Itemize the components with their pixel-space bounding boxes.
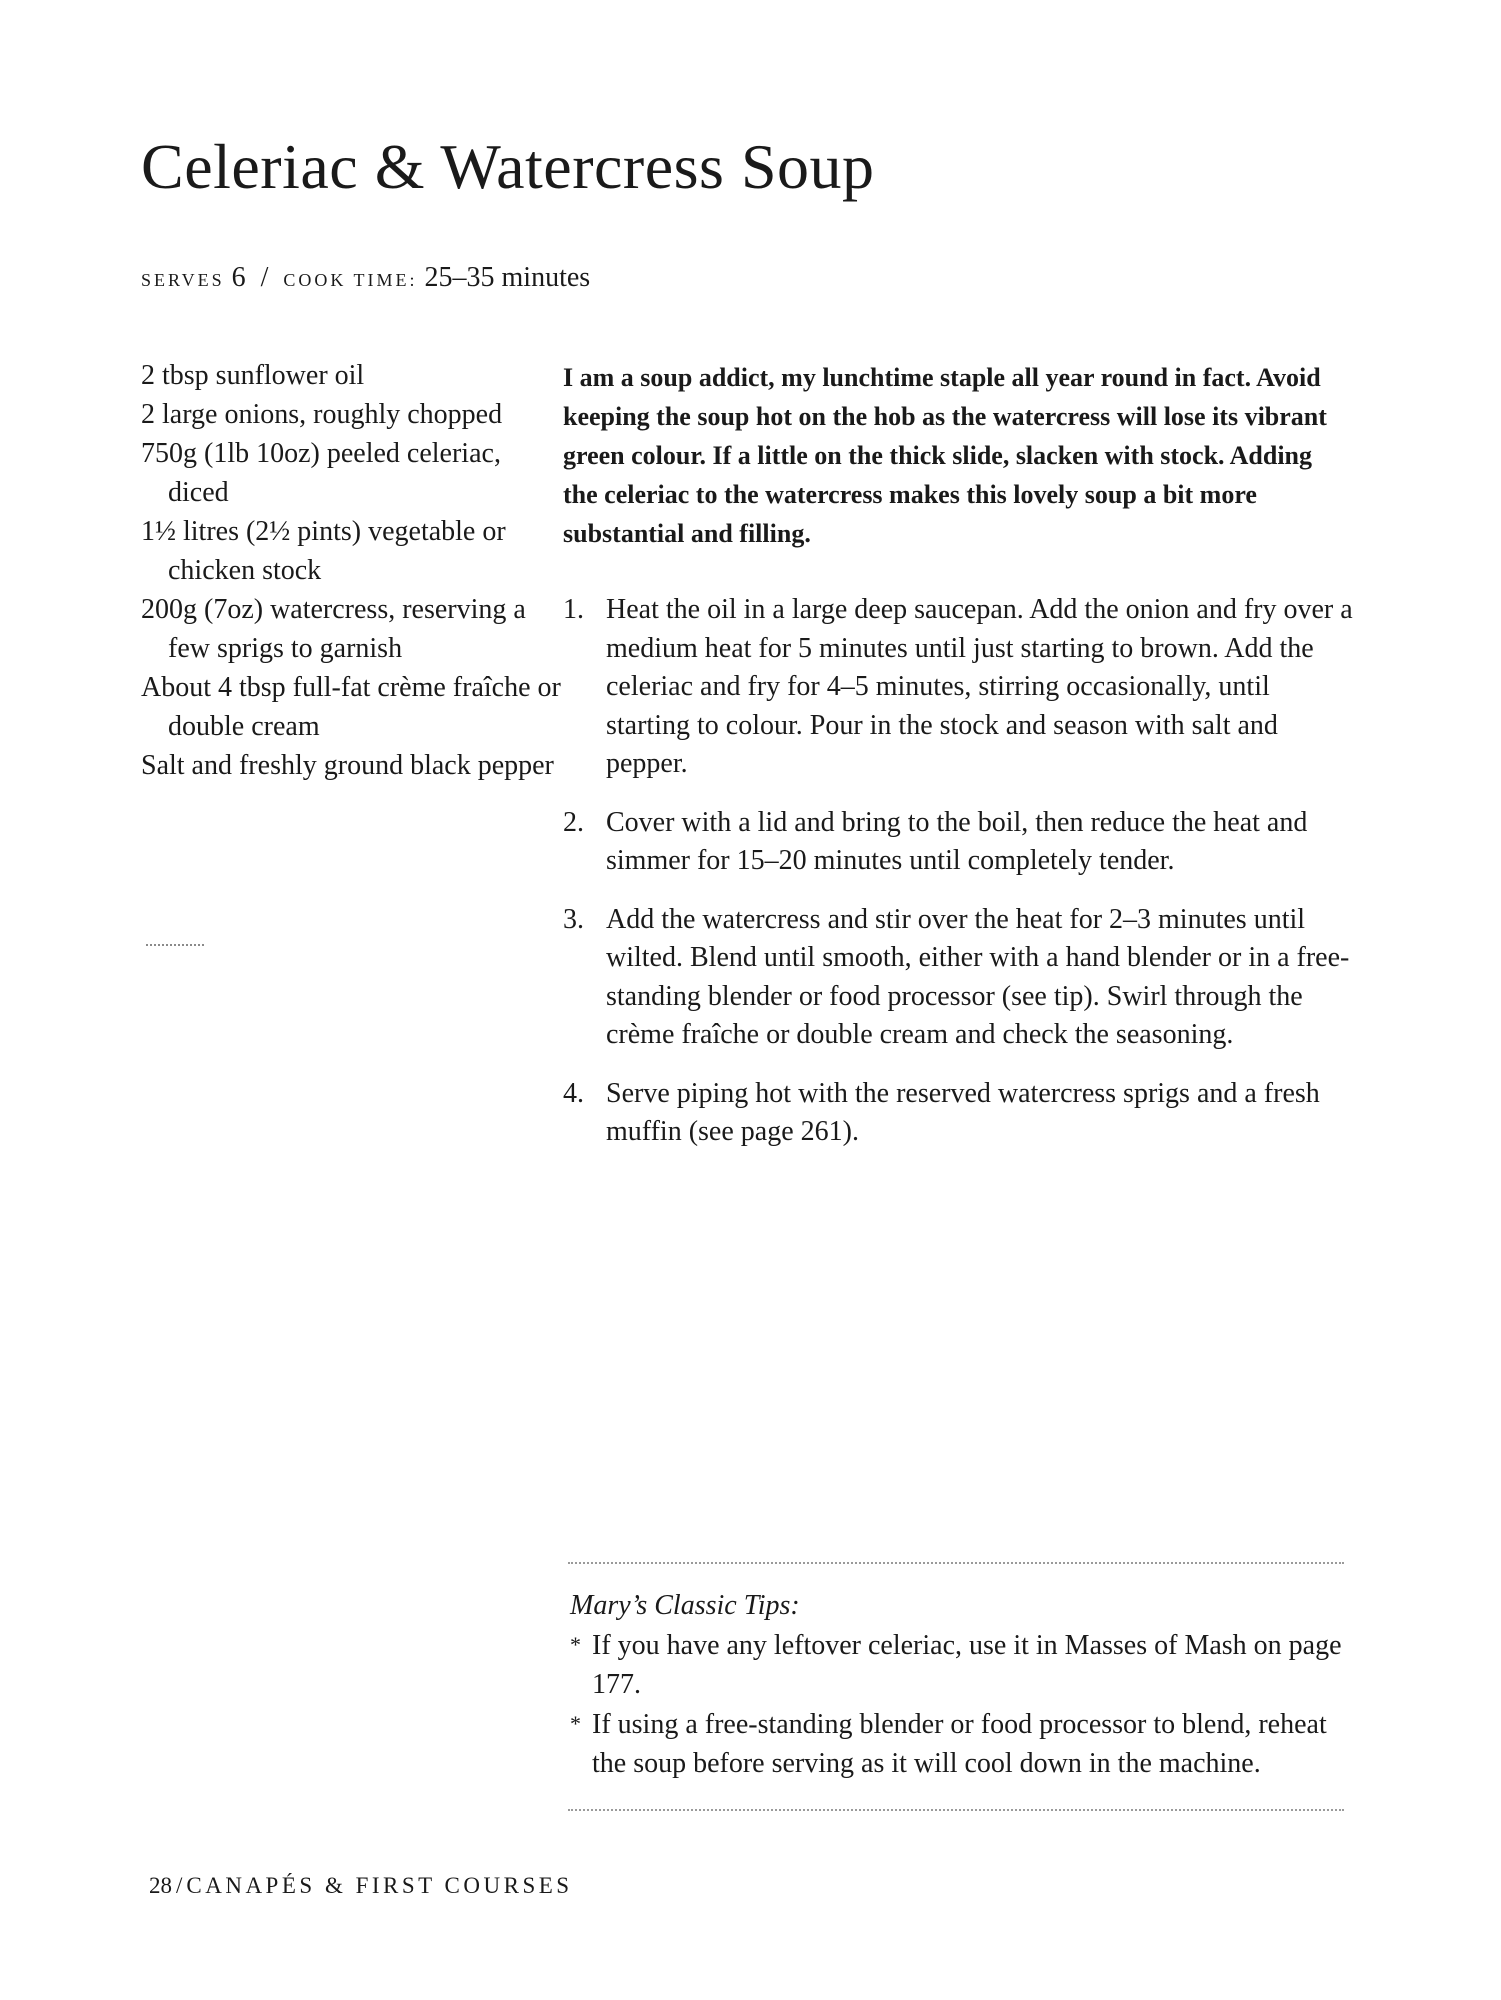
ingredients-divider <box>146 944 204 946</box>
step-text: Heat the oil in a large deep saucepan. Add the onion and fry over a medium heat for 5 minutes until just starting to brown. Add the celeriac and fry for 4–5 minutes, stirring occasionally, until starting to colour. Pour in the stock and season with salt and pepper. <box>606 594 1353 779</box>
step-number: 3. <box>563 903 584 935</box>
step-text: Add the watercress and stir over the heat for 2–3 minutes until wilted. Blend until smooth, either with a hand blender or in a free-standing blender or food processor (see tip). Swirl through the crème fraîche or double cream and check the seasoning. <box>606 903 1350 1050</box>
ingredient-item: 750g (1lb 10oz) peeled celeriac, diced <box>141 438 501 508</box>
tips-list <box>570 1625 1360 1783</box>
ingredients-list <box>141 356 561 785</box>
step-text: Serve piping hot with the reserved watercress sprigs and a fresh muffin (see page 261). <box>606 1077 1320 1147</box>
ingredient-item: 1½ litres (2½ pints) vegetable or chicken stock <box>141 516 506 586</box>
step-number: 4. <box>563 1077 584 1109</box>
tip-text: If you have any leftover celeriac, use it in Masses of Mash on page 177. <box>592 1630 1342 1700</box>
cook-time-value: 25–35 minutes <box>424 262 591 293</box>
tip-text: If using a free-standing blender or food processor to blend, reheat the soup before serving as it will cool down in the machine. <box>592 1709 1327 1779</box>
serves-label: SERVES <box>141 270 225 290</box>
ingredient-item: Salt and freshly ground black pepper <box>141 750 554 781</box>
tips-heading: Mary’s Classic Tips: <box>570 1590 800 1621</box>
ingredient-item: About 4 tbsp full-fat crème fraîche or double cream <box>141 672 561 742</box>
ingredient-item: 200g (7oz) watercress, reserving a few sprigs to garnish <box>141 594 526 664</box>
tip-item <box>570 1625 1360 1704</box>
page-number: 28 <box>149 1873 172 1898</box>
recipe-title: Celeriac & Watercress Soup <box>141 131 875 202</box>
recipe-meta <box>141 262 590 294</box>
serves-value: 6 <box>231 262 246 293</box>
tips-bottom-divider <box>568 1809 1344 1811</box>
method-step <box>563 804 1353 881</box>
section-name: CANAPÉS & FIRST COURSES <box>186 1873 573 1898</box>
tip-item <box>570 1704 1360 1783</box>
recipe-intro: I am a soup addict, my lunchtime staple all year round in fact. Avoid keeping the soup hot on the hob as the watercress will lose its vibrant green colour. If a little on the thick slide, slacken with stock. Adding the celeriac to the watercress makes this lovely soup a bit more substantial and filling. <box>563 363 1327 548</box>
asterisk-icon: * <box>570 1711 581 1736</box>
step-text: Cover with a lid and bring to the boil, then reduce the heat and simmer for 15–20 minutes until completely tender. <box>606 806 1308 876</box>
ingredient-item: 2 tbsp sunflower oil <box>141 360 365 391</box>
footer-separator: / <box>176 1873 183 1898</box>
method-step <box>563 901 1353 1055</box>
page-footer <box>149 1873 573 1899</box>
meta-separator: / <box>260 262 269 293</box>
method-step <box>563 591 1353 784</box>
method-step <box>563 1075 1353 1152</box>
tips-top-divider <box>568 1562 1344 1564</box>
asterisk-icon: * <box>570 1632 581 1657</box>
method-steps <box>563 591 1353 1172</box>
cook-time-label: COOK TIME: <box>283 270 418 290</box>
ingredient-item: 2 large onions, roughly chopped <box>141 399 503 430</box>
step-number: 1. <box>563 594 584 625</box>
step-number: 2. <box>563 806 584 838</box>
tips-box <box>570 1586 1360 1783</box>
